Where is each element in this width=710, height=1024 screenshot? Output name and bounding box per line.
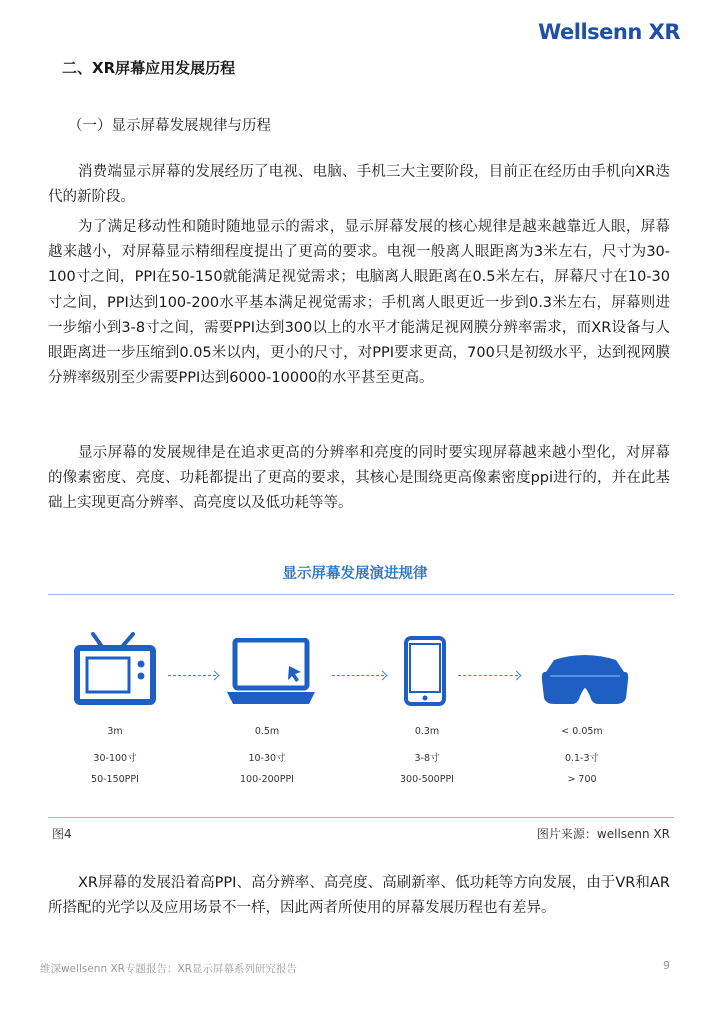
footer-report-title: 维深wellsenn XR专题报告：XR显示屏幕系列研究报告: [40, 963, 297, 975]
figure-caption: 图4: [52, 827, 72, 841]
paragraph-intro: 消费端显示屏幕的发展经历了电视、电脑、手机三大主要阶段，目前正在经历由手机向XR迭代的新阶段。: [48, 164, 670, 206]
wellsenn-logo: Wellsenn XR: [538, 20, 680, 44]
section-subheading: （一）显示屏幕发展规律与历程: [68, 118, 271, 134]
paragraph-xr-direction: XR屏幕的发展沿着高PPI、高分辨率、高亮度、高刷新率、低功耗等方向发展，由于VR和AR所搭配的光学以及应用场景不一样，因此两者所使用的屏幕发展历程也有差异。: [48, 875, 670, 917]
paragraph-core-rule: 为了满足移动性和随时随地显示的需求，显示屏幕发展的核心规律是越来越靠近人眼，屏幕越来越小，对屏幕显示精细程度提出了更高的要求。电视一般离人眼距离为3米左右，尺寸为30-100寸之间，PPI在50-150就能满足视觉需求；电脑离人眼距离在0.5米左右，屏幕尺寸在10-30寸之间，PPI达到100-200水平基本满足视觉需求；手机离人眼更近一步到0.3米左右，屏幕则进一步缩小到3-8寸之间，需要PPI达到300以上的水平才能满足视网膜分辨率需求，而XR设备与人眼距离进一步压缩到0.05米以内，更小的尺寸，对PPI要求更高，700只是初级水平，达到视网膜分辨率级别至少需要PPI达到6000-10000的水平甚至更高。: [48, 219, 670, 387]
phone-distance: 0.3m: [414, 726, 440, 737]
paragraph-development-rule: 显示屏幕的发展规律是在追求更高的分辨率和亮度的同时要实现屏幕越来越小型化，对屏幕的像素密度、亮度、功耗都提出了更高的要求，其核心是围绕更高像素密度ppi进行的，并在此基础上实现更高分辨率、高亮度以及低功耗等等。: [48, 445, 670, 512]
laptop-size: 10-30寸: [248, 753, 286, 764]
laptop-distance: 0.5m: [254, 726, 280, 737]
tv-distance: 3m: [107, 726, 123, 737]
arrow-laptop-to-phone: [332, 675, 384, 676]
tv-size: 30-100寸: [93, 753, 137, 764]
laptop-ppi: 100-200PPI: [240, 774, 294, 785]
figure-bottom-divider: [48, 817, 674, 818]
section-heading: 二、XR屏幕应用发展历程: [62, 59, 236, 77]
laptop-icon: [216, 626, 326, 706]
phone-size: 3-8寸: [414, 753, 440, 764]
figure-source: 图片来源：wellsenn XR: [536, 827, 670, 841]
arrow-tv-to-laptop: [168, 675, 216, 676]
figure-top-divider: [48, 594, 674, 595]
page-number: 9: [663, 959, 670, 972]
arrow-phone-to-vr: [458, 675, 518, 676]
vr-distance: < 0.05m: [561, 726, 603, 737]
tv-icon: [60, 626, 170, 706]
phone-icon: [370, 626, 480, 706]
figure-title: 显示屏幕发展演进规律: [282, 566, 428, 582]
tv-ppi: 50-150PPI: [91, 774, 139, 785]
vr-headset-icon: [530, 626, 640, 706]
vr-size: 0.1-3寸: [564, 753, 600, 764]
phone-ppi: 300-500PPI: [400, 774, 454, 785]
vr-ppi: > 700: [567, 774, 597, 785]
